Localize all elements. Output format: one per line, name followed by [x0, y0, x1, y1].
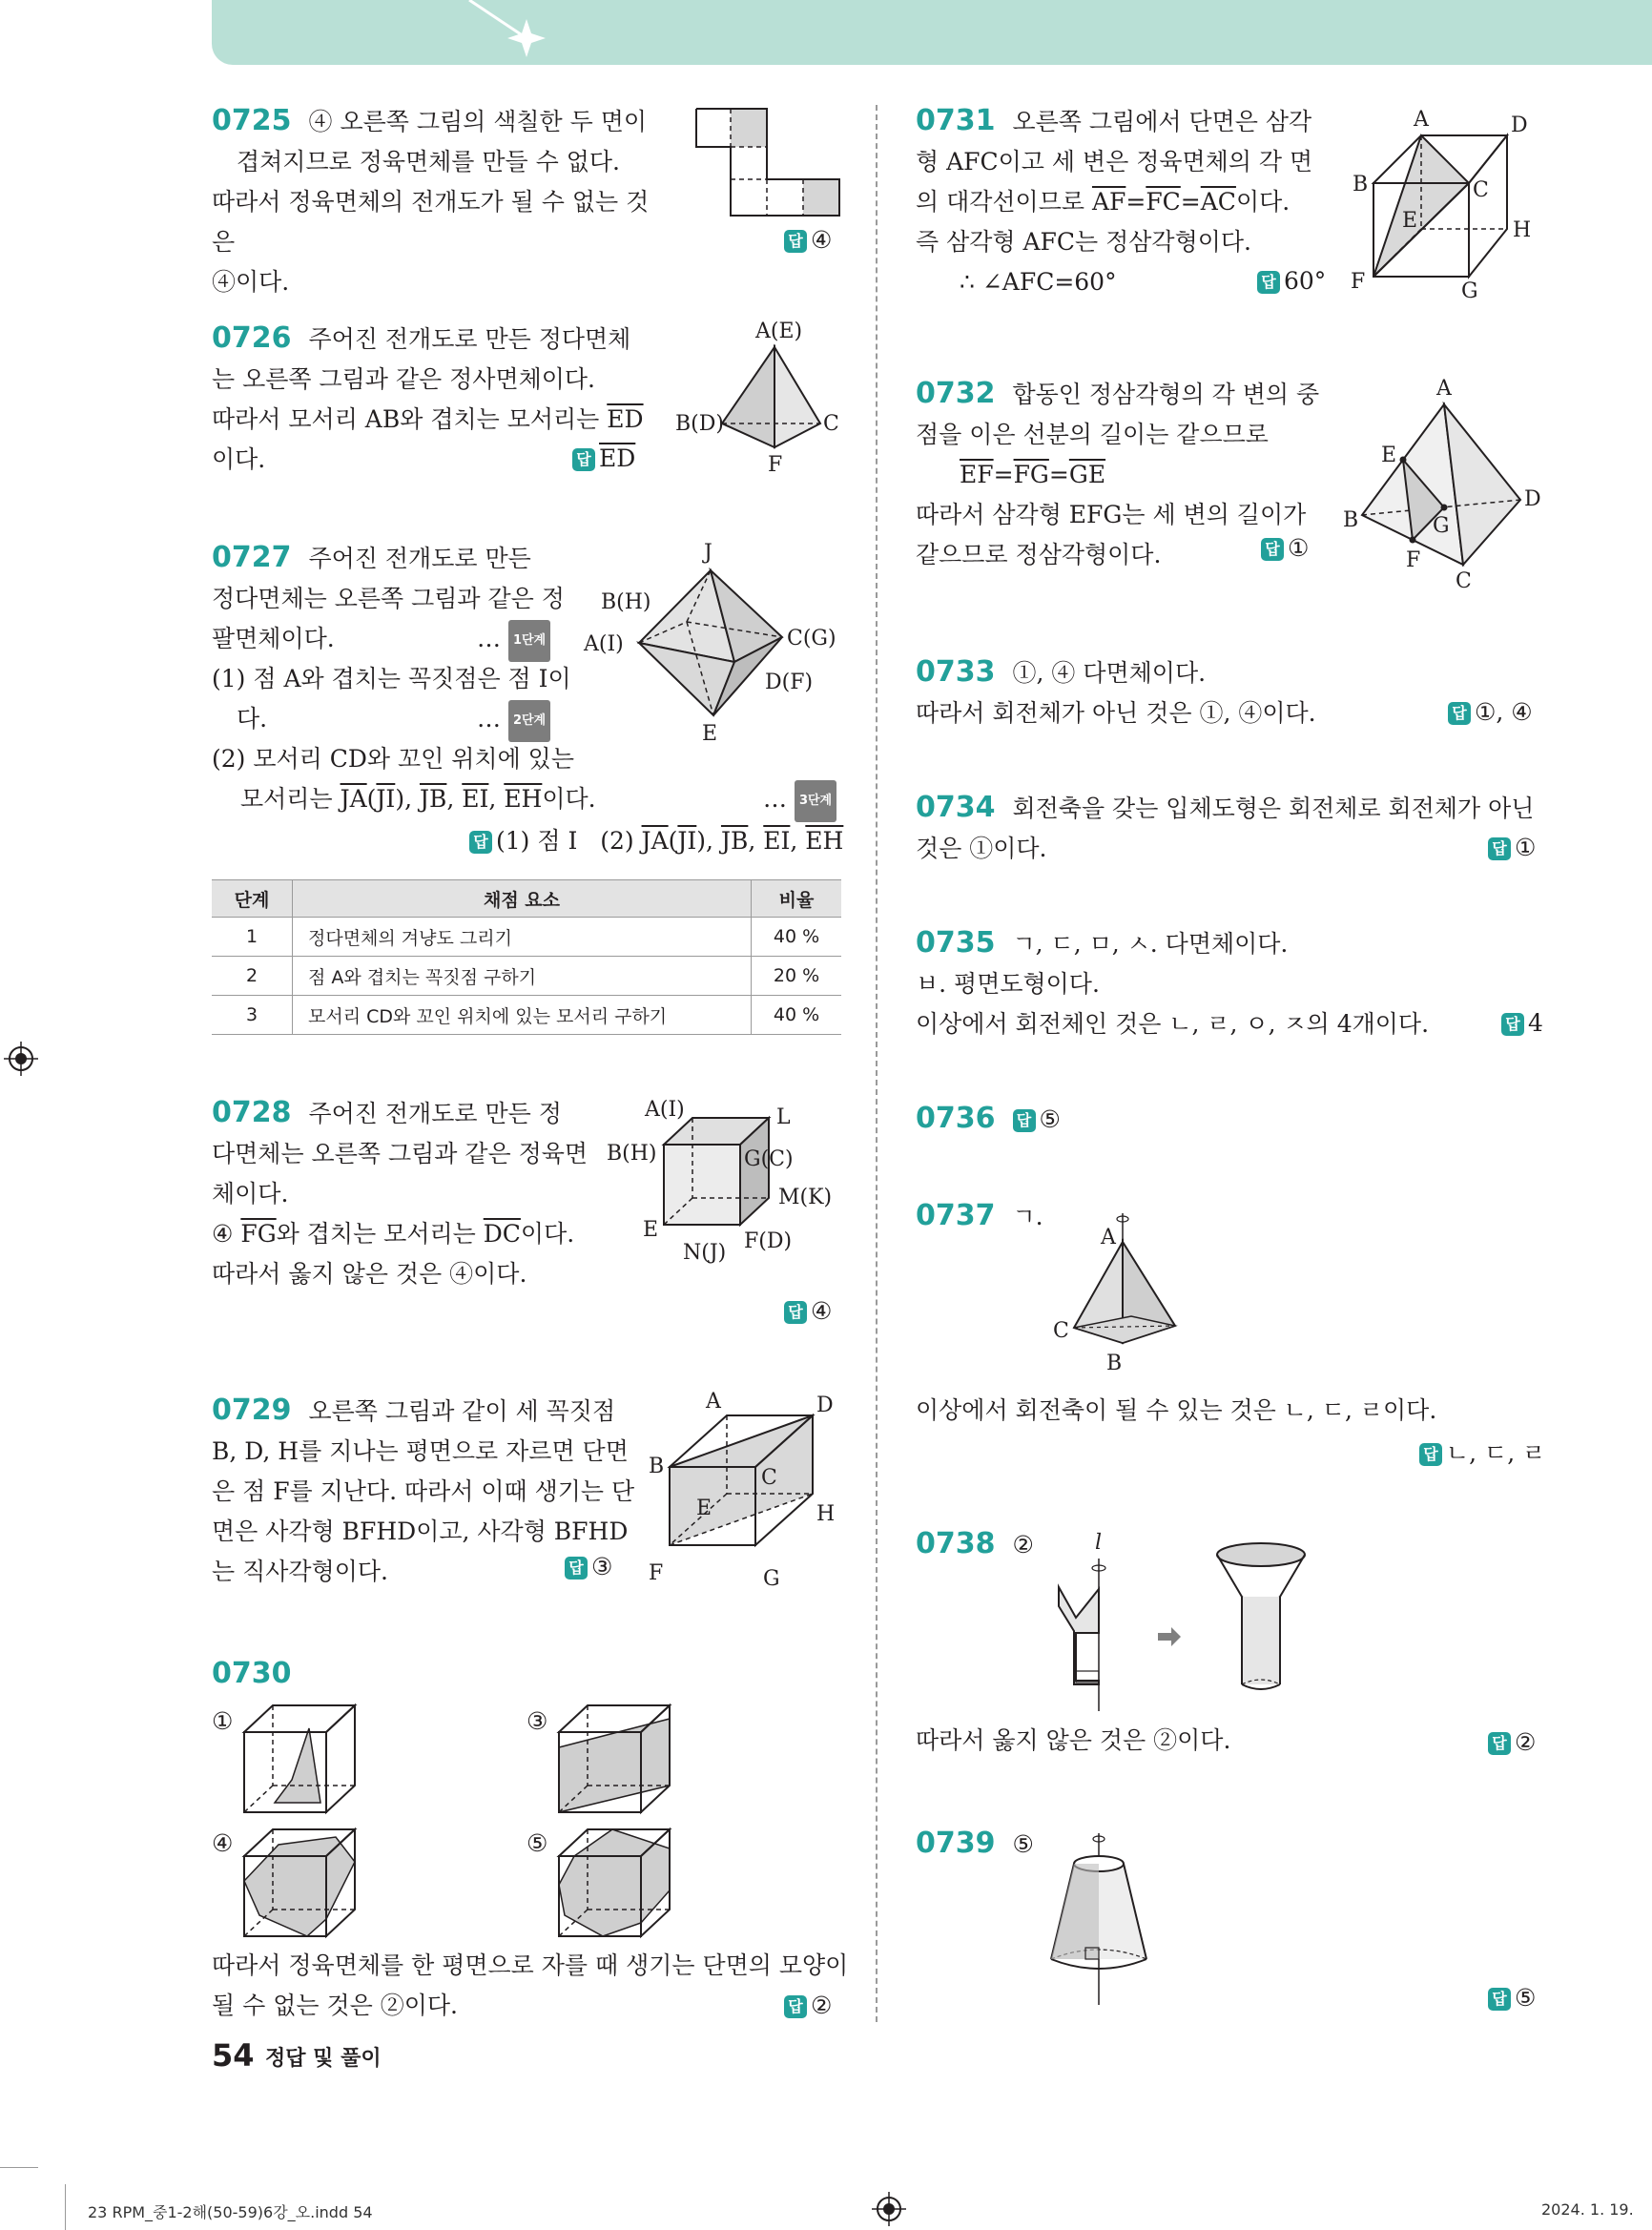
text-line: 따라서 옳지 않은 것은 ②이다.: [916, 1726, 1231, 1754]
text-line: 오른쪽 그림에서 단면은 삼각: [1012, 108, 1312, 135]
answer-text: ),: [696, 827, 721, 855]
table-cell: 3: [212, 996, 293, 1035]
text-part: =: [1125, 188, 1146, 216]
cube-figure-0729: [645, 1389, 849, 1593]
vertex-label: F: [768, 453, 783, 477]
problem-0725: [212, 101, 670, 302]
problem-number: 0728: [212, 1096, 292, 1129]
octahedron-figure-0727: [582, 536, 849, 746]
vertex-label: G: [763, 1567, 780, 1591]
text-line: 오른쪽 그림과 같이 세 꼭짓점: [308, 1397, 616, 1425]
table-header: 단계: [212, 880, 293, 918]
text-line: 이상에서 회전축이 될 수 있는 것은 ㄴ, ㄷ, ㄹ이다.: [916, 1396, 1437, 1424]
vertex-label: A(I): [584, 632, 624, 656]
text-part: 모서리는: [240, 785, 341, 813]
cube-section-figure-1: [240, 1700, 359, 1816]
text-line: 이다.: [212, 445, 266, 473]
segment-label: $\overline{JI}$: [677, 827, 697, 855]
text-line: 형 AFC이고 세 변은 정육면체의 각 면: [916, 148, 1313, 176]
choice-label: ①: [212, 1707, 234, 1735]
vertex-label: J: [704, 541, 712, 565]
table-cell: 40 %: [752, 918, 842, 957]
text-part: 이다.: [542, 785, 596, 813]
answer-0738: [1488, 1728, 1536, 1756]
vertex-label: H: [1513, 218, 1532, 242]
segment-label: $\overline{DC}$: [483, 1220, 521, 1248]
answer-badge: 답: [784, 230, 807, 253]
segment-label: $\overline{AC}$: [1200, 188, 1236, 216]
answer-text: ⑤: [1515, 1984, 1537, 2012]
vertex-label: D: [1511, 114, 1528, 137]
vertex-label: G: [1461, 279, 1478, 303]
segment-label: $\overline{JI}$: [376, 785, 396, 813]
registration-mark-icon: [2, 1040, 40, 1078]
problem-0738-text: [916, 1721, 1545, 1761]
table-cell: 점 A와 겹치는 꼭짓점 구하기: [293, 957, 752, 996]
answer-text: ⑤: [1039, 1105, 1061, 1133]
table-cell: 40 %: [752, 996, 842, 1035]
step-badge: 2단계: [508, 700, 550, 742]
vertex-label: H: [816, 1502, 836, 1526]
text-line: ④이다.: [212, 268, 290, 296]
cube-section-figure-5: [555, 1824, 673, 1940]
answer-text: $\overline{ED}$: [599, 444, 636, 472]
cube-section-figure-3: [555, 1700, 673, 1816]
vertex-label: G(C): [744, 1147, 794, 1171]
text-line: 팔면체이다.: [212, 625, 335, 652]
segment-label: $\overline{JB}$: [720, 827, 749, 855]
answer-0734: [1488, 834, 1536, 861]
text-part: 이다.: [520, 1220, 575, 1248]
problem-number: 0727: [212, 541, 292, 574]
answer-text: ④: [811, 1297, 833, 1325]
text-line: 주어진 전개도로 만든 정: [308, 1100, 562, 1127]
cube-figure-0728: [601, 1093, 849, 1270]
segment-label: $\overline{FG}$: [240, 1220, 277, 1248]
segment-label: $\overline{EH}$: [504, 785, 543, 813]
answer-0728: [784, 1297, 832, 1325]
segment-label: $\overline{ED}$: [607, 405, 644, 433]
registration-mark-icon: [870, 2190, 908, 2228]
crop-mark: [65, 2184, 66, 2230]
answer-0731: [1257, 267, 1326, 295]
problem-number: 0725: [212, 104, 292, 137]
text-part: ,: [446, 785, 463, 813]
answer-text: ①: [1288, 534, 1310, 562]
vertex-label: B: [649, 1455, 665, 1478]
table-cell: 1: [212, 918, 293, 957]
text-line: ②: [1012, 1531, 1034, 1559]
vertex-label: D(F): [765, 671, 814, 694]
vertex-label: C: [1473, 178, 1489, 202]
vertex-label: A(E): [755, 320, 803, 343]
answer-0727: [469, 822, 843, 857]
text-line: 될 수 없는 것은 ②이다.: [212, 1992, 458, 2019]
text-line: ①, ④ 다면체이다.: [1012, 659, 1207, 687]
answer-badge: 답: [1488, 1732, 1511, 1755]
tetrahedron-figure-0726: [668, 319, 849, 481]
vertex-label: E: [702, 722, 718, 746]
text-part: 와 겹치는 모서리는: [276, 1220, 484, 1248]
text-line: 따라서 삼각형 EFG는 세 변의 길이가: [916, 501, 1307, 528]
problem-0735: [916, 923, 1545, 1044]
table-header: 비율: [752, 880, 842, 918]
answer-text: ②: [1515, 1728, 1537, 1756]
text-line: ㄱ, ㄷ, ㅁ, ㅅ. 다면체이다.: [1012, 930, 1289, 958]
problem-number: 0737: [916, 1199, 996, 1232]
text-line: 이상에서 회전체인 것은 ㄴ, ㄹ, ㅇ, ㅈ의 4개이다.: [916, 1010, 1430, 1038]
table-row: [212, 957, 841, 996]
answer-text: ㄴ, ㄷ, ㄹ: [1446, 1439, 1546, 1467]
answer-badge: 답: [572, 448, 595, 471]
text-line: 겹쳐지므로 정육면체를 만들 수 없다.: [237, 148, 620, 176]
choice-label: ⑤: [527, 1829, 548, 1857]
section-title: 정답 및 풀이: [265, 2047, 382, 2071]
segment-label: $\overline{JB}$: [419, 785, 447, 813]
answer-badge: 답: [1013, 1109, 1036, 1132]
vertex-label: B(D): [675, 412, 724, 436]
vertex-label: B: [1353, 173, 1369, 196]
text-line: 따라서 정육면체의 전개도가 될 수 없는 것은: [212, 188, 650, 256]
vertex-label: D: [816, 1394, 834, 1417]
cube-figure-0731: [1345, 107, 1549, 307]
text-line: 은 점 F를 지난다. 따라서 이때 생기는 단: [212, 1477, 635, 1505]
vertex-label: C: [1456, 569, 1472, 593]
problem-0738: [916, 1524, 1034, 1565]
text-line: 다면체는 오른쪽 그림과 같은 정육면: [212, 1140, 589, 1167]
text-line: 즉 삼각형 AFC는 정삼각형이다.: [916, 228, 1251, 256]
answer-0733: [1448, 698, 1533, 726]
choice-label: ③: [527, 1707, 548, 1735]
vertex-label: B: [1106, 1352, 1123, 1375]
segment-label: $\overline{FG}$: [1013, 461, 1049, 488]
cube-section-figure-4: [240, 1824, 359, 1940]
answer-text: (2): [600, 827, 642, 855]
step-badge: 1단계: [508, 620, 550, 662]
answer-badge: 답: [1419, 1443, 1442, 1466]
vertex-label: C: [761, 1466, 777, 1490]
text-part: 이다.: [1235, 188, 1291, 216]
problem-number: 0732: [916, 377, 996, 410]
segment-label: $\overline{JA}$: [340, 785, 367, 813]
vertex-label: A(I): [645, 1098, 685, 1122]
problem-0739: [916, 1824, 1034, 1865]
vertex-label: C(G): [787, 627, 836, 650]
answer-text: ④: [811, 226, 833, 254]
column-divider: [876, 105, 878, 2022]
segment-label: $\overline{EH}$: [805, 827, 844, 855]
step-badge: 3단계: [795, 780, 836, 822]
answer-0725: [784, 226, 832, 254]
problem-number: 0731: [916, 104, 996, 137]
problem-0734: [916, 788, 1545, 869]
text-line: 면은 사각형 BFHD이고, 사각형 BFHD: [212, 1518, 629, 1545]
problem-0728: [212, 1093, 622, 1294]
text-part: 의 대각선이므로: [916, 188, 1092, 216]
answer-0739: [1488, 1984, 1536, 2012]
text-line: 따라서 모서리 AB와 겹치는 모서리는: [212, 405, 608, 433]
text-line: 같으므로 정삼각형이다.: [916, 541, 1162, 568]
text-line: 체이다.: [212, 1180, 289, 1208]
answer-badge: 답: [1501, 1013, 1524, 1036]
vertex-label: B: [1343, 508, 1359, 532]
vertex-label: A: [1436, 377, 1452, 401]
text-line: ㄱ.: [1012, 1203, 1043, 1230]
dots: …: [477, 705, 501, 733]
text-part: ,: [488, 785, 505, 813]
vertex-label: F: [1406, 548, 1421, 572]
problem-number: 0726: [212, 321, 292, 355]
dots: …: [763, 785, 787, 813]
vertex-label: B(H): [601, 590, 651, 614]
table-row: [212, 996, 841, 1035]
vertex-label: G: [1433, 514, 1450, 538]
vertex-label: D: [1524, 487, 1541, 511]
table-cell: 20 %: [752, 957, 842, 996]
segment-label: $\overline{GE}$: [1068, 461, 1106, 488]
answer-text: ③: [591, 1553, 613, 1580]
arrow-right-icon: [1158, 1627, 1181, 1646]
answer-badge: 답: [1448, 702, 1471, 725]
problem-number: 0730: [212, 1657, 292, 1690]
answer-badge: 답: [1488, 1988, 1511, 2011]
vertex-label: C: [823, 412, 839, 436]
answer-text: ,: [748, 827, 764, 855]
vertex-label: E: [696, 1497, 712, 1520]
answer-badge: 답: [1488, 837, 1511, 860]
text-part: ),: [395, 785, 420, 813]
axis-label: l: [1095, 1531, 1103, 1555]
text-line: B, D, H를 지나는 평면으로 자르면 단면: [212, 1437, 629, 1465]
text-part: ④: [212, 1220, 241, 1248]
answer-0732: [1261, 534, 1309, 562]
problem-number: 0738: [916, 1527, 996, 1560]
answer-0737: [1419, 1435, 1545, 1469]
choice-label: ④: [212, 1829, 234, 1857]
answer-text: ②: [811, 1992, 833, 2019]
text-line: 따라서 정육면체를 한 평면으로 자를 때 생기는 단면의 모양이: [212, 1951, 849, 1979]
dots: …: [477, 625, 501, 652]
text-line: 주어진 전개도로 만든: [308, 545, 531, 572]
problem-number: 0733: [916, 655, 996, 689]
table-cell: 정다면체의 겨냥도 그리기: [293, 918, 752, 957]
tetrahedron-figure-0732: [1339, 376, 1549, 595]
vertex-label: E: [643, 1218, 659, 1242]
vertex-label: F(D): [744, 1229, 793, 1253]
answer-text: 4: [1528, 1009, 1543, 1037]
text-line: 점을 이은 선분의 길이는 같으므로: [916, 421, 1269, 448]
segment-label: $\overline{EF}$: [960, 461, 994, 488]
score-table: [212, 879, 841, 1035]
vertex-label: L: [776, 1105, 791, 1129]
frustum-figure-0739: [1040, 1824, 1202, 2014]
slug-file: 23 RPM_중1-2해(50-59)6강_오.indd 54: [88, 2203, 373, 2221]
answer-0729: [565, 1553, 612, 1580]
answer-text: ,: [790, 827, 806, 855]
vertex-label: N(J): [683, 1241, 727, 1265]
vertex-label: E: [1402, 209, 1418, 233]
text-line: (1) 점 A와 겹치는 꼭짓점은 점 I이: [212, 665, 571, 692]
text-line: 정다면체는 오른쪽 그림과 같은 정: [212, 585, 565, 612]
text-line: 다.: [237, 705, 268, 733]
vertex-label: F: [649, 1561, 664, 1585]
answer-0730: [784, 1992, 832, 2019]
answer-badge: 답: [1257, 271, 1280, 294]
answer-text: (1) 점 I: [496, 827, 578, 855]
segment-label: $\overline{AF}$: [1091, 188, 1126, 216]
text-part: =: [993, 461, 1014, 488]
text-line: ④ 오른쪽 그림의 색칠한 두 면이: [308, 108, 648, 135]
star-decoration-icon: [355, 0, 641, 65]
crop-mark: [0, 2167, 38, 2168]
problem-number: 0729: [212, 1394, 292, 1427]
vertex-label: M(K): [778, 1186, 833, 1209]
answer-badge: 답: [1261, 538, 1284, 561]
table-header: 채점 요소: [293, 880, 752, 918]
text-part: =: [1048, 461, 1069, 488]
table-row: [212, 918, 841, 957]
problem-number: 0735: [916, 926, 996, 960]
text-line: 합동인 정삼각형의 각 변의 중: [1012, 381, 1320, 408]
problem-number: 0734: [916, 791, 996, 824]
vertex-label: E: [1381, 444, 1397, 467]
header-banner: [212, 0, 1652, 65]
text-line: 따라서 옳지 않은 것은 ④이다.: [212, 1260, 527, 1288]
answer-badge: 답: [565, 1557, 588, 1580]
vertex-label: A: [706, 1390, 721, 1414]
answer-text: ①, ④: [1475, 698, 1533, 726]
text-line: 회전축을 갖는 입체도형은 회전체로 회전체가 아닌: [1012, 795, 1535, 822]
segment-label: $\overline{EI}$: [763, 827, 791, 855]
text-part: =: [1180, 188, 1201, 216]
problem-number: 0736: [916, 1102, 996, 1135]
answer-text: (: [668, 827, 678, 855]
segment-label: $\overline{EI}$: [462, 785, 489, 813]
text-line: 주어진 전개도로 만든 정다면체: [308, 325, 631, 353]
problem-0737: [916, 1196, 1043, 1237]
slug-date: 2024. 1. 19.: [1541, 2200, 1634, 2219]
answer-text: 60°: [1284, 267, 1327, 295]
answer-0735: [1501, 1009, 1543, 1037]
vertex-label: B(H): [607, 1142, 657, 1166]
text-line: ∴ ∠AFC=60°: [960, 268, 1117, 296]
problem-0736: [916, 1099, 1061, 1140]
text-part: (: [366, 785, 377, 813]
vertex-label: C: [1053, 1319, 1069, 1343]
text-line: (2) 모서리 CD와 꼬인 위치에 있는: [212, 745, 574, 773]
answer-badge: 답: [784, 1995, 807, 2018]
text-line: 는 오른쪽 그림과 같은 정사면체이다.: [212, 365, 595, 393]
problem-0730: [212, 1654, 860, 1695]
text-line: 는 직사각형이다.: [212, 1558, 388, 1585]
net-figure-0725: [694, 107, 843, 221]
answer-badge: 답: [784, 1301, 807, 1324]
problem-0730-text: [212, 1946, 860, 2026]
table-cell: 모서리 CD와 꼬인 위치에 있는 모서리 구하기: [293, 996, 752, 1035]
answer-0726: [572, 444, 635, 472]
table-cell: 2: [212, 957, 293, 996]
vertex-label: A: [1414, 108, 1429, 132]
vertex-label: A: [1101, 1226, 1116, 1249]
text-line: ㅂ. 평면도형이다.: [916, 970, 1100, 998]
problem-0737-text: [916, 1391, 1545, 1431]
text-line: 것은 ①이다.: [916, 835, 1047, 862]
problem-number: 0739: [916, 1827, 996, 1860]
page-number: 54: [212, 2037, 255, 2074]
segment-label: $\overline{FC}$: [1146, 188, 1181, 216]
vertex-label: F: [1351, 270, 1366, 294]
answer-badge: 답: [469, 831, 492, 854]
text-line: 따라서 회전체가 아닌 것은 ①, ④이다.: [916, 699, 1316, 727]
answer-text: ①: [1515, 834, 1537, 861]
rotation-figure-0738: [1040, 1526, 1316, 1717]
segment-label: $\overline{JA}$: [641, 827, 669, 855]
double-cone-figure-0737: [1040, 1204, 1202, 1385]
text-line: ⑤: [1012, 1830, 1034, 1858]
